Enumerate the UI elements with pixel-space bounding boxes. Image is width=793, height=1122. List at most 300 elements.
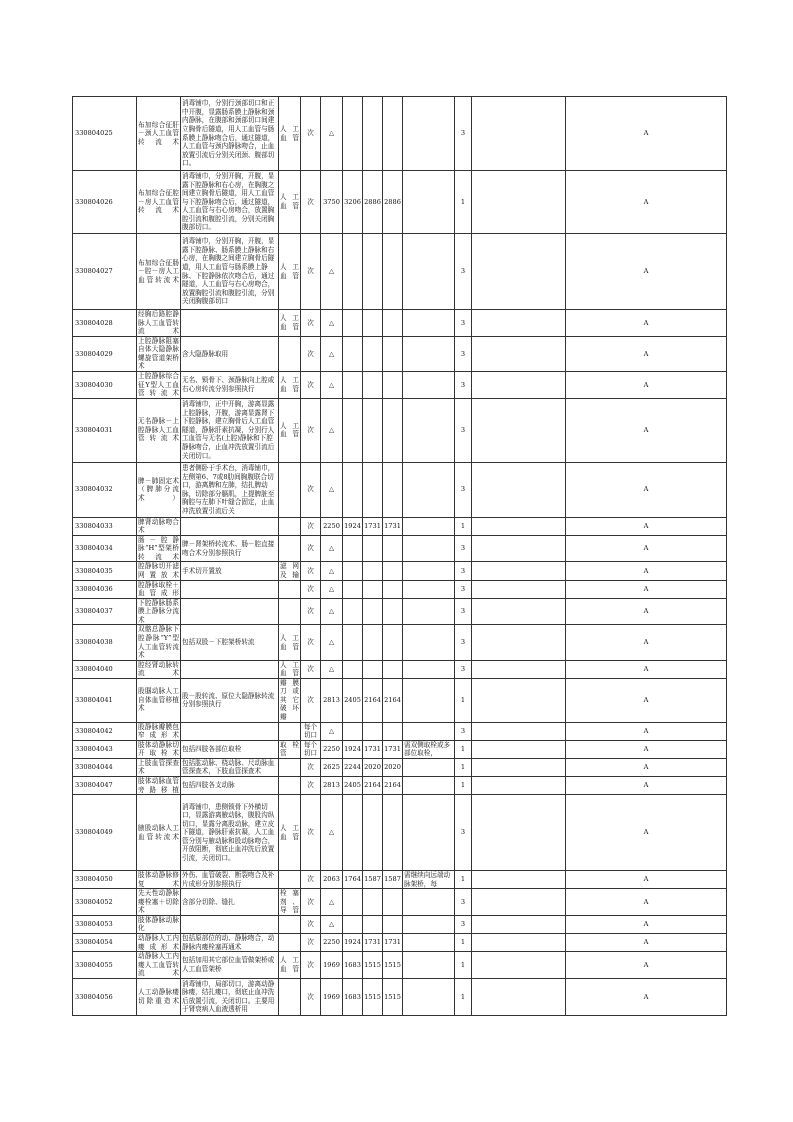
item-level: A: [566, 535, 727, 562]
item-extra: [472, 871, 566, 889]
item-level: A: [566, 398, 727, 462]
price-tier-3: [363, 915, 383, 933]
item-level: A: [566, 625, 727, 660]
item-content: [181, 722, 279, 740]
item-note: [403, 580, 455, 598]
table-row: [73, 915, 727, 933]
item-extra: [472, 535, 566, 562]
item-extra: [472, 740, 566, 758]
price-tier-1: 2813: [321, 776, 343, 794]
table-row: [73, 625, 727, 660]
price-tier-2: 1683: [343, 952, 363, 979]
item-content: 含大隐静脉取用: [181, 336, 279, 371]
item-extra: [472, 722, 566, 740]
item-excluded: [279, 871, 301, 889]
item-excluded: [279, 535, 301, 562]
item-category: 1: [455, 740, 472, 758]
item-extra: [472, 952, 566, 979]
table-row: [73, 952, 727, 979]
price-tier-1: △: [321, 336, 343, 371]
item-category: 3: [455, 889, 472, 916]
item-category: 3: [455, 722, 472, 740]
item-category: 3: [455, 234, 472, 310]
item-content: 无名、锁骨下、颈静脉向上腔或右心房转流分别参照执行: [181, 371, 279, 398]
item-code: 330804031: [73, 398, 137, 462]
item-content: 股－股转流、原位大隐静脉转流分别参照执行: [181, 678, 279, 722]
item-name: 动静脉人工内瘘人工血管转流术: [138, 952, 179, 978]
item-category: 1: [455, 758, 472, 776]
item-content: 包括四肢各部位取栓: [181, 740, 279, 758]
price-tier-1: △: [321, 580, 343, 598]
item-code: 330804036: [73, 580, 137, 598]
item-unit: 次: [301, 660, 321, 678]
price-tier-2: [343, 97, 363, 171]
price-tier-1: △: [321, 398, 343, 462]
price-tier-3: [363, 398, 383, 462]
price-tier-4: [383, 915, 403, 933]
item-note: [403, 310, 455, 337]
price-tier-1: 1969: [321, 952, 343, 979]
item-extra: [472, 336, 566, 371]
price-tier-2: 1924: [343, 517, 363, 535]
item-name: 肠－腔静脉“H”型架桥转流术: [138, 535, 179, 561]
price-tier-2: [343, 580, 363, 598]
price-table: [72, 96, 727, 1016]
item-extra: [472, 678, 566, 722]
item-unit: 次: [301, 535, 321, 562]
price-tier-1: △: [321, 234, 343, 310]
item-extra: [472, 978, 566, 1015]
price-tier-3: [363, 462, 383, 517]
item-code: 330804035: [73, 562, 137, 580]
price-tier-1: 1969: [321, 978, 343, 1015]
item-code: 330804027: [73, 234, 137, 310]
item-extra: [472, 310, 566, 337]
item-content: 外伤、血管破裂、断裂吻合及补片成形分别参照执行: [181, 871, 279, 889]
price-tier-4: [383, 889, 403, 916]
item-unit: 次: [301, 336, 321, 371]
price-tier-3: [363, 580, 383, 598]
item-excluded: 人工血管: [279, 97, 301, 171]
item-excluded: 人工血管: [279, 234, 301, 310]
table-row: [73, 889, 727, 916]
table-row: [73, 535, 727, 562]
item-note: [403, 517, 455, 535]
item-category: 1: [455, 678, 472, 722]
item-content: 包括肱动脉、桡动脉、尺动脉血管探查术，下肢血管探查术: [181, 758, 279, 776]
table-row: [73, 722, 727, 740]
item-level: A: [566, 889, 727, 916]
table-row: [73, 758, 727, 776]
item-excluded: 人工血管: [279, 310, 301, 337]
item-category: 1: [455, 871, 472, 889]
price-tier-3: 1515: [363, 978, 383, 1015]
item-content: 消毒铺巾，患侧锁骨下外横切口，显露游离腋动脉，腹股沟纵切口，显露分离股动脉，建立皮下隧道，静脉肝素抗凝，人工血管分别与腋动脉和股动脉吻合，开放阻断，彻底止血冲洗后放置引流，关闭切口。: [181, 795, 279, 871]
item-name: 股腘动脉人工自体血管移植术: [137, 678, 181, 722]
item-unit: 次: [301, 758, 321, 776]
price-tier-2: [343, 398, 363, 462]
item-unit: 次: [301, 171, 321, 234]
price-tier-2: [343, 462, 363, 517]
item-note: 需双侧取栓或多部位取栓，: [403, 740, 455, 758]
item-note: [403, 915, 455, 933]
item-extra: [472, 660, 566, 678]
table-row: [73, 234, 727, 310]
price-tier-1: △: [321, 889, 343, 916]
item-extra: [472, 171, 566, 234]
item-extra: [472, 580, 566, 598]
price-tier-4: 1731: [383, 740, 403, 758]
item-code: 330804049: [73, 795, 137, 871]
table-row: [73, 871, 727, 889]
item-excluded: 取栓管: [280, 740, 299, 758]
item-name: 肢体动脉血管旁路移植: [138, 776, 179, 794]
item-code: 330804037: [73, 598, 137, 625]
item-code: 330804034: [73, 535, 137, 562]
item-unit: 次: [301, 978, 321, 1015]
item-content: 包括原部位的动、静脉吻合，动静脉内瘘栓塞再通术: [181, 934, 279, 952]
item-content: 含部分切除、缝扎: [181, 889, 279, 916]
item-category: 3: [455, 310, 472, 337]
price-tier-4: [383, 795, 403, 871]
item-extra: [472, 598, 566, 625]
price-tier-4: [383, 462, 403, 517]
item-code: 330804028: [73, 310, 137, 337]
price-tier-4: [383, 398, 403, 462]
price-tier-2: [343, 598, 363, 625]
item-code: 330804042: [73, 722, 137, 740]
item-level: A: [566, 336, 727, 371]
table-row: [73, 660, 727, 678]
item-note: [403, 758, 455, 776]
price-tier-4: [383, 722, 403, 740]
item-name: 下腔静脉肠系膜上静脉分流术: [138, 598, 179, 624]
item-name: 腋股动脉人工血管转流术: [137, 795, 181, 871]
item-level: A: [566, 171, 727, 234]
item-content: 消毒铺巾，分别开胸，开腹，显露下腔静脉、肠系膜上静脉和右心房，在胸腹之间建立胸骨后隧道，用人工血管与肠系膜上静脉、下腔静脉依次吻合后，通过隧道，人工血管与右心房吻合，放置胸腔引流和腹腔引流，分别关闭胸腹部切口: [181, 234, 279, 310]
price-tier-4: [383, 371, 403, 398]
price-tier-2: [343, 625, 363, 660]
price-tier-2: [343, 660, 363, 678]
item-name: 肢体动静脉修复术: [138, 871, 179, 888]
item-unit: 次: [301, 462, 321, 517]
item-note: [403, 535, 455, 562]
item-name: 动静脉人工内瘘成形术: [138, 934, 179, 951]
item-note: [403, 336, 455, 371]
price-tier-4: 1515: [383, 978, 403, 1015]
item-name: 肢体动静脉切开取栓术: [138, 740, 179, 758]
item-level: A: [566, 462, 727, 517]
price-tier-1: △: [321, 915, 343, 933]
item-unit: 次: [301, 625, 321, 660]
table-row: [73, 371, 727, 398]
item-code: 330804054: [73, 934, 137, 952]
item-code: 330804053: [73, 915, 137, 933]
item-unit: 每个切口: [301, 740, 321, 758]
price-tier-3: [363, 97, 383, 171]
price-tier-3: [363, 562, 383, 580]
item-excluded: [279, 776, 301, 794]
item-content: 手术切开置放: [181, 562, 279, 580]
item-extra: [472, 462, 566, 517]
price-tier-3: 1731: [363, 517, 383, 535]
item-content: [181, 517, 279, 535]
item-category: 3: [455, 371, 472, 398]
price-tier-1: △: [321, 562, 343, 580]
item-level: A: [566, 978, 727, 1015]
item-note: [403, 398, 455, 462]
item-name: 腔静脉切开滤网置放术: [138, 562, 179, 579]
item-unit: 次: [301, 952, 321, 979]
price-tier-4: [383, 660, 403, 678]
price-tier-3: [363, 234, 383, 310]
item-excluded: 人工血管: [279, 952, 301, 979]
item-excluded: [279, 336, 301, 371]
item-name: 经胸后路腔静脉人工血管转流术: [138, 310, 179, 336]
item-code: 330804025: [73, 97, 137, 171]
price-tier-3: 2020: [363, 758, 383, 776]
item-category: 3: [455, 580, 472, 598]
table-row: [73, 740, 727, 758]
price-tier-4: [383, 562, 403, 580]
item-name: 人工动静脉瘘切除重造术: [137, 978, 181, 1015]
price-tier-4: 1515: [383, 952, 403, 979]
item-note: [403, 934, 455, 952]
price-tier-3: [363, 336, 383, 371]
item-category: 3: [455, 97, 472, 171]
price-tier-2: [343, 562, 363, 580]
price-tier-2: [343, 371, 363, 398]
item-content: 包括双股－下腔架桥转流: [181, 625, 279, 660]
item-code: 330804029: [73, 336, 137, 371]
price-tier-1: 3750: [321, 171, 343, 234]
item-note: [403, 776, 455, 794]
item-unit: 次: [301, 871, 321, 889]
item-content: [181, 598, 279, 625]
item-level: A: [566, 678, 727, 722]
item-content: 消毒铺巾，正中开胸，游离显露上腔静脉，开腹，游离显露肾下下腔静脉，建立胸骨后人工血管隧道，静脉肝素抗凝，分别行人工血管与无名(上腔)静脉和下腔静脉吻合，止血冲洗放置引流后关闭切口。: [181, 398, 279, 462]
item-level: A: [566, 97, 727, 171]
item-level: A: [566, 517, 727, 535]
item-code: 330804026: [73, 171, 137, 234]
price-tier-2: [343, 795, 363, 871]
table-row: [73, 598, 727, 625]
item-code: 330804030: [73, 371, 137, 398]
price-tier-4: 2886: [383, 171, 403, 234]
item-unit: 次: [301, 517, 321, 535]
item-category: 3: [455, 660, 472, 678]
price-tier-2: [343, 234, 363, 310]
item-unit: 次: [301, 398, 321, 462]
item-unit: 次: [301, 795, 321, 871]
price-tier-3: 2886: [363, 171, 383, 234]
price-tier-1: △: [321, 371, 343, 398]
item-excluded: 人工血管: [279, 625, 301, 660]
item-note: [403, 562, 455, 580]
item-level: A: [566, 740, 727, 758]
price-tier-1: △: [321, 598, 343, 625]
price-tier-4: 2164: [383, 678, 403, 722]
item-extra: [472, 517, 566, 535]
item-level: A: [566, 562, 727, 580]
item-extra: [472, 97, 566, 171]
price-tier-2: [343, 722, 363, 740]
item-name: 布加综合征肝－颈人工血管转流术: [137, 97, 181, 171]
item-note: [403, 234, 455, 310]
price-tier-2: [343, 535, 363, 562]
item-name: 脾肾动脉吻合术: [138, 517, 179, 535]
item-excluded: 瓣膜刀或其它破坏瓣: [280, 678, 299, 721]
item-extra: [472, 795, 566, 871]
price-tier-4: 2020: [383, 758, 403, 776]
price-tier-3: [363, 535, 383, 562]
item-category: 3: [455, 535, 472, 562]
item-excluded: 人工血管: [279, 171, 301, 234]
item-name: 上腔静脉综合征Y型人工血管转流术: [138, 371, 179, 398]
price-tier-4: [383, 625, 403, 660]
item-level: A: [566, 310, 727, 337]
item-content: 包括四肢各支动脉: [181, 776, 279, 794]
price-tier-4: [383, 97, 403, 171]
item-name: 双髂总静脉下腔静脉“Y”型人工血管转流术: [138, 625, 179, 660]
price-tier-3: 1587: [363, 871, 383, 889]
item-note: [403, 795, 455, 871]
price-tier-3: [363, 625, 383, 660]
price-tier-1: △: [321, 722, 343, 740]
item-excluded: 栓塞剂、导管: [280, 889, 299, 915]
item-category: 1: [455, 517, 472, 535]
price-tier-4: 1731: [383, 517, 403, 535]
item-extra: [472, 934, 566, 952]
table-row: [73, 562, 727, 580]
item-content: [181, 310, 279, 337]
item-unit: 次: [301, 915, 321, 933]
price-tier-2: 1924: [343, 934, 363, 952]
price-tier-3: 2164: [363, 678, 383, 722]
item-name: 无名静脉－上腔静脉人工血管转流术: [137, 398, 181, 462]
item-excluded: 人工血管: [279, 371, 301, 398]
item-content: 脾－肾架桥转流术、肠－腔直接吻合术分别参照执行: [181, 535, 279, 562]
price-tier-1: △: [321, 660, 343, 678]
price-tier-1: △: [321, 462, 343, 517]
price-tier-4: 2164: [383, 776, 403, 794]
item-note: [403, 889, 455, 916]
item-name: 布加综合征肠－腔－房人工血管转流术: [137, 234, 181, 310]
item-note: [403, 462, 455, 517]
item-note: [403, 598, 455, 625]
item-code: 330804050: [73, 871, 137, 889]
item-level: A: [566, 934, 727, 952]
item-note: [403, 952, 455, 979]
item-excluded: [279, 580, 301, 598]
price-tier-3: [363, 371, 383, 398]
item-extra: [472, 758, 566, 776]
price-tier-4: [383, 234, 403, 310]
item-note: [403, 625, 455, 660]
item-code: 330804038: [73, 625, 137, 660]
item-unit: 次: [301, 678, 321, 722]
item-unit: 次: [301, 934, 321, 952]
item-unit: 次: [301, 562, 321, 580]
item-excluded: [279, 517, 301, 535]
item-extra: [472, 371, 566, 398]
item-extra: [472, 398, 566, 462]
item-excluded: [279, 978, 301, 1015]
item-note: [403, 978, 455, 1015]
item-excluded: [279, 915, 301, 933]
item-unit: 次: [301, 580, 321, 598]
item-level: A: [566, 952, 727, 979]
price-tier-3: [363, 889, 383, 916]
item-code: 330804041: [73, 678, 137, 722]
price-tier-1: △: [321, 97, 343, 171]
price-tier-1: △: [321, 795, 343, 871]
item-level: A: [566, 580, 727, 598]
item-level: A: [566, 722, 727, 740]
price-tier-3: 1731: [363, 934, 383, 952]
item-category: 3: [455, 795, 472, 871]
price-tier-1: 2063: [321, 871, 343, 889]
table-row: [73, 97, 727, 171]
price-tier-2: [343, 310, 363, 337]
item-excluded: [279, 462, 301, 517]
price-tier-2: [343, 336, 363, 371]
price-tier-1: △: [321, 310, 343, 337]
table-row: [73, 580, 727, 598]
item-level: A: [566, 660, 727, 678]
price-tier-2: 3206: [343, 171, 363, 234]
item-extra: [472, 776, 566, 794]
item-extra: [472, 915, 566, 933]
item-excluded: [279, 598, 301, 625]
item-unit: 次: [301, 889, 321, 916]
item-level: A: [566, 234, 727, 310]
price-tier-2: 1683: [343, 978, 363, 1015]
item-note: [403, 722, 455, 740]
item-level: A: [566, 871, 727, 889]
price-tier-2: 2405: [343, 776, 363, 794]
item-category: 1: [455, 952, 472, 979]
item-code: 330804040: [73, 660, 137, 678]
item-content: 消毒铺巾，分别开胸，开腹，显露下腔静脉和右心房，在胸腹之间建立胸骨后隧道，用人工血管与下腔静脉吻合后，通过隧道，人工血管与右心房吻合，放置胸腔引流和腹腔引流，分别关闭胸腹部切口。: [181, 171, 279, 234]
item-level: A: [566, 776, 727, 794]
price-tier-1: 2250: [321, 517, 343, 535]
item-excluded: [279, 758, 301, 776]
item-excluded: [279, 934, 301, 952]
price-tier-3: 2164: [363, 776, 383, 794]
item-unit: 次: [301, 371, 321, 398]
price-tier-3: [363, 722, 383, 740]
price-tier-2: 2244: [343, 758, 363, 776]
item-unit: 次: [301, 310, 321, 337]
item-code: 330804044: [73, 758, 137, 776]
price-tier-1: △: [321, 625, 343, 660]
price-tier-3: [363, 598, 383, 625]
item-name: 脾－肺固定术（脾肺分流术）: [137, 462, 181, 517]
item-name: 肢体静脉动脉化: [138, 915, 179, 933]
item-code: 330804043: [73, 740, 137, 758]
item-extra: [472, 625, 566, 660]
item-content: [181, 580, 279, 598]
price-tier-3: [363, 660, 383, 678]
item-note: [403, 660, 455, 678]
item-unit: 次: [301, 598, 321, 625]
item-category: 3: [455, 336, 472, 371]
item-level: A: [566, 795, 727, 871]
item-note: [403, 97, 455, 171]
item-level: A: [566, 758, 727, 776]
table-row: [73, 978, 727, 1015]
